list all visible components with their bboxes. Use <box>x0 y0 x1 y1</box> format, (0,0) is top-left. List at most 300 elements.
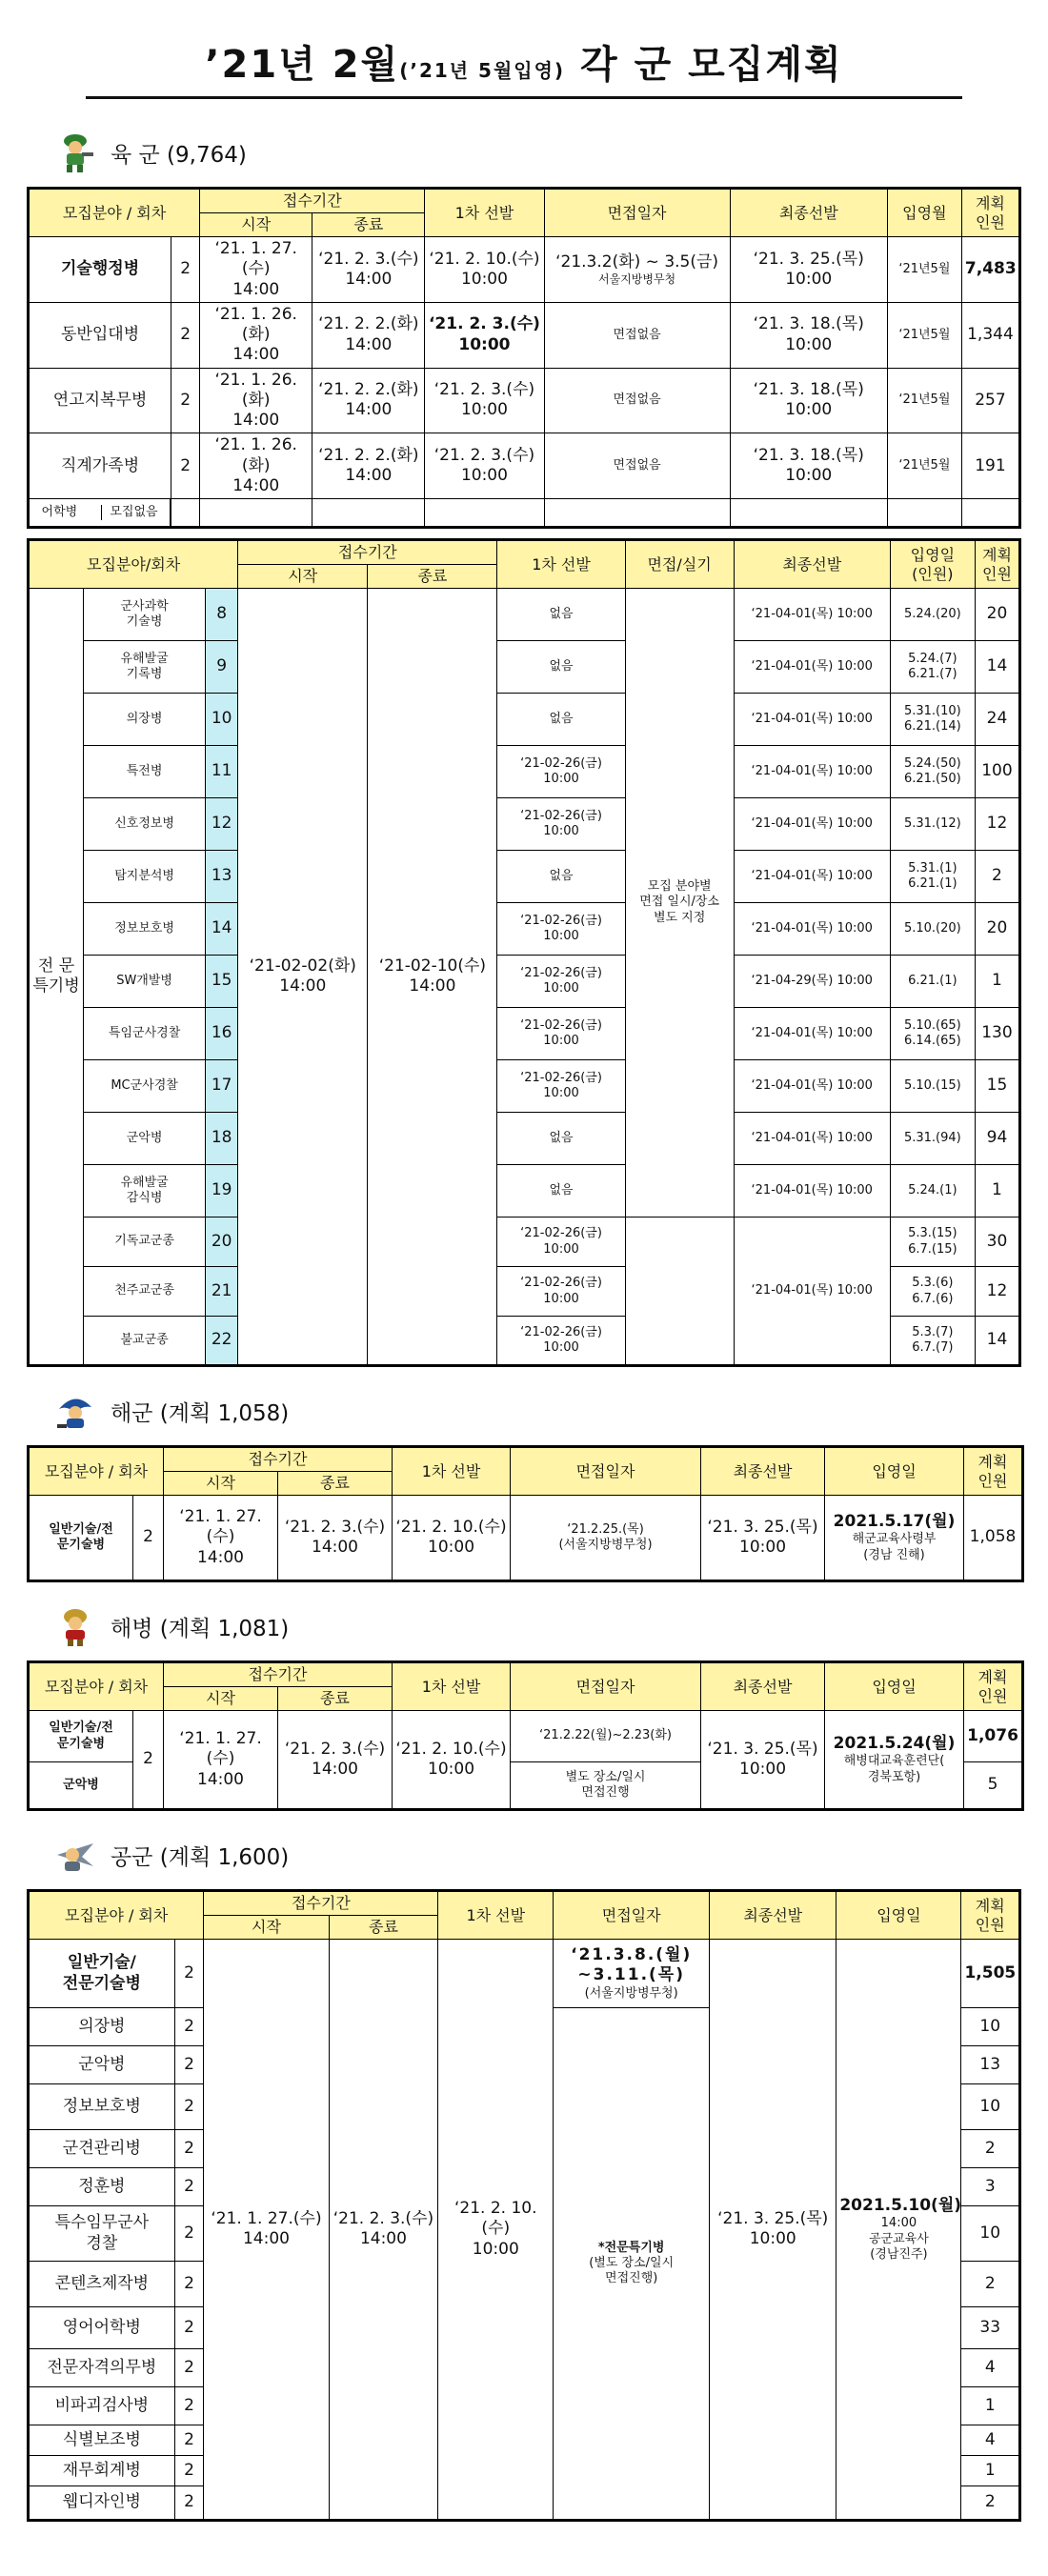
interview-empty <box>625 1218 734 1366</box>
plan-count: 1,058 <box>964 1496 1023 1581</box>
plan-count: 12 <box>975 1267 1019 1317</box>
final-selection: ‘21. 3. 25.(목) 10:00 <box>730 237 887 303</box>
col-period: 접수기간 <box>164 1447 393 1472</box>
plan-count: 1 <box>961 2456 1020 2486</box>
interview-cell <box>554 1940 710 2008</box>
enlist-date: 5.10.(20) <box>890 903 975 956</box>
final-selection: ‘21-04-29(목) 10:00 <box>734 956 890 1008</box>
round: 2 <box>171 433 200 499</box>
col-start: 시작 <box>164 1687 278 1711</box>
enlist-place: 해병대교육훈련단( 경북포항) <box>843 1754 945 1784</box>
enlist-date: 5.3.(6) 6.7.(6) <box>890 1267 975 1317</box>
col-field: 모집분야/회차 <box>29 540 238 589</box>
title-main: ’21년 2월 <box>205 43 400 87</box>
plan-count: 15 <box>975 1060 1019 1113</box>
col-count: 계획 인원 <box>961 189 1019 237</box>
table-row <box>29 1711 1023 1762</box>
field-name: 식별보조병 <box>29 2425 175 2456</box>
first-selection: ‘21-02-26(금) 10:00 <box>497 1060 625 1113</box>
interview-place: 서울지방병무청 <box>598 272 676 286</box>
final-selection: ‘21-04-01(목) 10:00 <box>734 1218 890 1366</box>
field-name: 비파괴검사병 <box>29 2387 175 2425</box>
col-start: 시작 <box>238 565 368 589</box>
plan-count: 13 <box>961 2046 1020 2084</box>
interview-date: ‘21.3.8.(월) ~3.11.(목) <box>571 1945 693 1985</box>
first-selection: ‘21-02-26(금) 10:00 <box>497 956 625 1008</box>
plan-count: 2 <box>961 2130 1020 2168</box>
final-selection: ‘21-04-01(목) 10:00 <box>734 1008 890 1060</box>
field-name: 군사과학 기술병 <box>84 589 206 641</box>
round: 18 <box>206 1113 238 1165</box>
round: 2 <box>174 2130 204 2168</box>
final-selection: ‘21. 3. 18.(목) 10:00 <box>730 368 887 433</box>
col-first: 1차 선발 <box>438 1891 554 1940</box>
group-label: 전 문 특기병 <box>29 589 84 1366</box>
field-name: 군악병 <box>84 1113 206 1165</box>
enlist-date: 2021.5.24(월) <box>833 1734 956 1754</box>
start-date: ‘21. 1. 27.(수) 14:00 <box>204 1940 329 2521</box>
field-name: 불교군종 <box>84 1317 206 1366</box>
enlist-date: 5.3.(7) 6.7.(7) <box>890 1317 975 1366</box>
field-name: 재무회계병 <box>29 2456 175 2486</box>
first-selection: ‘21. 2. 10.(수) 10:00 <box>438 1940 554 2521</box>
round: 2 <box>174 2456 204 2486</box>
plan-count: 20 <box>975 589 1019 641</box>
enlist-date: 5.10.(65) 6.14.(65) <box>890 1008 975 1060</box>
end-date: ‘21. 2. 2.(화) 14:00 <box>312 302 425 368</box>
start-date: ‘21. 1. 27.(수) 14:00 <box>164 1496 278 1581</box>
enlist-month: ‘21년5월 <box>887 433 961 499</box>
airforce-mascot-icon <box>53 1834 97 1876</box>
col-end: 종료 <box>278 1472 393 1496</box>
col-month: 입영월 <box>887 189 961 237</box>
col-end: 종료 <box>368 565 497 589</box>
final-selection: ‘21-04-01(목) 10:00 <box>734 641 890 694</box>
round: 2 <box>174 2084 204 2130</box>
plan-count: 1 <box>975 1165 1019 1218</box>
round: 10 <box>206 694 238 746</box>
field-name: 기술행정병 <box>29 237 171 303</box>
round: 2 <box>174 2168 204 2206</box>
round: 9 <box>206 641 238 694</box>
plan-count: 2 <box>961 2262 1020 2307</box>
field-name: MC군사경찰 <box>84 1060 206 1113</box>
end-date: ‘21. 2. 3.(수) 14:00 <box>278 1496 393 1581</box>
first-selection: ‘21-02-26(금) 10:00 <box>497 1218 625 1267</box>
final-selection: ‘21. 3. 25.(목) 10:00 <box>701 1496 825 1581</box>
start-date: ‘21. 1. 26.(화) 14:00 <box>200 368 312 433</box>
final-selection: ‘21-04-01(목) 10:00 <box>734 589 890 641</box>
first-selection: ‘21-02-26(금) 10:00 <box>497 903 625 956</box>
plan-count: 30 <box>975 1218 1019 1267</box>
final-selection: ‘21. 3. 18.(목) 10:00 <box>730 433 887 499</box>
interview-date: ‘21.2.25.(목) (서울지방병무청) <box>511 1496 701 1581</box>
final-selection: ‘21-04-01(목) 10:00 <box>734 1060 890 1113</box>
title-sub: (’21년 5월입영) <box>399 59 566 82</box>
field-name: 정훈병 <box>29 2168 175 2206</box>
interview-date: 면접없음 <box>544 368 730 433</box>
field-name: 신호정보병 <box>84 798 206 851</box>
lang-note: 모집없음 <box>101 505 157 520</box>
table-row <box>29 1496 1023 1581</box>
army-special-table <box>27 538 1021 1367</box>
table-row <box>29 694 1020 746</box>
first-selection: ‘21. 2. 10.(수) 10:00 <box>393 1496 511 1581</box>
start-date: ‘21. 1. 26.(화) 14:00 <box>200 302 312 368</box>
col-period: 접수기간 <box>200 189 425 213</box>
first-selection: ‘21. 2. 3.(수) 10:00 <box>425 433 544 499</box>
interview-special: *전문특기병 <box>597 2240 665 2255</box>
round: 16 <box>206 1008 238 1060</box>
start-date: ‘21. 1. 27.(수) 14:00 <box>200 237 312 303</box>
marine-table <box>27 1660 1024 1811</box>
first-selection: ‘21-02-26(금) 10:00 <box>497 1317 625 1366</box>
table-row <box>29 589 1020 641</box>
col-interview: 면접일자 <box>544 189 730 237</box>
enlist-date: 5.24.(7) 6.21.(7) <box>890 641 975 694</box>
col-field: 모집분야 / 회차 <box>29 1447 164 1496</box>
plan-count: 257 <box>961 368 1019 433</box>
col-final: 최종선발 <box>701 1662 825 1711</box>
final-selection: ‘21-04-01(목) 10:00 <box>734 851 890 903</box>
enlist-date: 6.21.(1) <box>890 956 975 1008</box>
interview-note: 모집 분야별 면접 일시/장소 별도 지정 <box>625 589 734 1218</box>
field-name: 콘텐츠제작병 <box>29 2262 175 2307</box>
field-name: 특임군사경찰 <box>84 1008 206 1060</box>
enlist-date: 5.24.(20) <box>890 589 975 641</box>
interview-date: ‘21.2.22(월)~2.23(화) <box>511 1711 701 1762</box>
navy-section-header <box>53 1390 1021 1432</box>
plan-count: 14 <box>975 641 1019 694</box>
army-label: 육 군 (9,764) <box>111 142 247 168</box>
table-row <box>29 237 1020 303</box>
col-final: 최종선발 <box>710 1891 836 1940</box>
end-date: ‘21. 2. 2.(화) 14:00 <box>312 433 425 499</box>
first-selection: ‘21-02-26(금) 10:00 <box>497 1008 625 1060</box>
col-interview: 면접일자 <box>511 1447 701 1496</box>
lang-cell <box>30 499 171 526</box>
final-selection: ‘21. 3. 18.(목) 10:00 <box>730 302 887 368</box>
col-period: 접수기간 <box>164 1662 393 1687</box>
plan-count: 4 <box>961 2425 1020 2456</box>
round: 2 <box>171 368 200 433</box>
first-selection: ‘21-02-26(금) 10:00 <box>497 746 625 798</box>
navy-table <box>27 1445 1024 1582</box>
field-name: 동반입대병 <box>29 302 171 368</box>
field-name: 군악병 <box>29 1762 133 1810</box>
plan-count: 1,344 <box>961 302 1019 368</box>
plan-count: 94 <box>975 1113 1019 1165</box>
table-row <box>29 1113 1020 1165</box>
enlist-date: 5.24.(50) 6.21.(50) <box>890 746 975 798</box>
round: 21 <box>206 1267 238 1317</box>
table-row <box>29 956 1020 1008</box>
round: 2 <box>174 2486 204 2521</box>
plan-count: 1,076 <box>964 1711 1023 1762</box>
navy-label: 해군 (계획 1,058) <box>111 1400 290 1426</box>
col-interview: 면접/실기 <box>625 540 734 589</box>
round: 22 <box>206 1317 238 1366</box>
table-row <box>29 1165 1020 1218</box>
col-count: 계획 인원 <box>964 1662 1023 1711</box>
round: 12 <box>206 798 238 851</box>
field-name: 직계가족병 <box>29 433 171 499</box>
plan-count: 33 <box>961 2307 1020 2349</box>
enlist-month: ‘21년5월 <box>887 368 961 433</box>
field-name: 특전병 <box>84 746 206 798</box>
airforce-label: 공군 (계획 1,600) <box>111 1844 290 1870</box>
col-field: 모집분야 / 회차 <box>29 1891 204 1940</box>
interview-note: 별도 장소/일시 면접진행 <box>511 1762 701 1810</box>
field-name: 기독교군종 <box>84 1218 206 1267</box>
plan-count: 3 <box>961 2168 1020 2206</box>
table-row <box>29 433 1020 499</box>
round: 2 <box>171 237 200 303</box>
round: 2 <box>174 2307 204 2349</box>
first-selection: 없음 <box>497 641 625 694</box>
final-selection: ‘21-04-01(목) 10:00 <box>734 798 890 851</box>
col-date: 입영일 <box>836 1891 961 1940</box>
round: 2 <box>174 2046 204 2084</box>
field-name: 군견관리병 <box>29 2130 175 2168</box>
col-date: 입영일 (인원) <box>890 540 975 589</box>
final-selection: ‘21. 3. 25.(목) 10:00 <box>701 1711 825 1810</box>
first-selection: ‘21. 2. 3.(수) 10:00 <box>425 368 544 433</box>
first-selection: ‘21. 2. 3.(수) 10:00 <box>425 302 544 368</box>
plan-count: 1 <box>975 956 1019 1008</box>
col-count: 계획 인원 <box>975 540 1019 589</box>
field-name: 탐지분석병 <box>84 851 206 903</box>
plan-count: 12 <box>975 798 1019 851</box>
enlist-date: 5.31.(12) <box>890 798 975 851</box>
first-selection: 없음 <box>497 1165 625 1218</box>
field-name: 군악병 <box>29 2046 175 2084</box>
title-underline <box>86 96 962 99</box>
col-first: 1차 선발 <box>393 1447 511 1496</box>
field-name: 정보보호병 <box>84 903 206 956</box>
plan-count: 24 <box>975 694 1019 746</box>
table-row <box>29 368 1020 433</box>
first-selection: 없음 <box>497 589 625 641</box>
field-name: 유해발굴 감식병 <box>84 1165 206 1218</box>
col-end: 종료 <box>329 1916 438 1940</box>
plan-count: 20 <box>975 903 1019 956</box>
enlist-month: ‘21년5월 <box>887 237 961 303</box>
col-final: 최종선발 <box>730 189 887 237</box>
table-row <box>29 641 1020 694</box>
enlist-date: 5.3.(15) 6.7.(15) <box>890 1218 975 1267</box>
interview-date: 면접없음 <box>544 302 730 368</box>
field-name: 연고지복무병 <box>29 368 171 433</box>
col-first: 1차 선발 <box>393 1662 511 1711</box>
table-row <box>29 798 1020 851</box>
round: 2 <box>133 1496 164 1581</box>
col-start: 시작 <box>204 1916 329 1940</box>
first-selection: ‘21-02-26(금) 10:00 <box>497 1267 625 1317</box>
enlist-date: 5.31.(10) 6.21.(14) <box>890 694 975 746</box>
round: 2 <box>133 1711 164 1810</box>
round: 20 <box>206 1218 238 1267</box>
field-name: 웹디자인병 <box>29 2486 175 2521</box>
interview-special-cell <box>554 2008 710 2521</box>
enlist-date: 5.10.(15) <box>890 1060 975 1113</box>
enlist-date: 2021.5.10(월) <box>839 2196 962 2215</box>
plan-count: 100 <box>975 746 1019 798</box>
round: 11 <box>206 746 238 798</box>
table-row <box>29 499 1020 528</box>
start-date: ‘21. 1. 26.(화) 14:00 <box>200 433 312 499</box>
table-row <box>29 1940 1020 2008</box>
table-row <box>29 1008 1020 1060</box>
plan-count: 1,505 <box>961 1940 1020 2008</box>
table-row <box>29 1218 1020 1267</box>
airforce-table <box>27 1889 1021 2522</box>
interview-date: ‘21.3.2(화) ~ 3.5(금) <box>555 252 719 272</box>
marine-mascot-icon <box>53 1605 97 1647</box>
marine-label: 해병 (계획 1,081) <box>111 1616 290 1641</box>
col-end: 종료 <box>312 213 425 237</box>
col-final: 최종선발 <box>734 540 890 589</box>
start-date: ‘21. 1. 27.(수) 14:00 <box>164 1711 278 1810</box>
page-title-block <box>27 27 1021 99</box>
navy-mascot-icon <box>53 1390 97 1432</box>
end-date: ‘21. 2. 3.(수) 14:00 <box>329 1940 438 2521</box>
field-name: 의장병 <box>84 694 206 746</box>
final-selection: ‘21-04-01(목) 10:00 <box>734 1165 890 1218</box>
end-date: ‘21-02-10(수) 14:00 <box>368 589 497 1366</box>
col-field: 모집분야 / 회차 <box>29 1662 164 1711</box>
enlist-place: 해군교육사령부 (경남 진해) <box>852 1532 937 1562</box>
marine-section-header <box>53 1605 1021 1647</box>
col-interview: 면접일자 <box>511 1662 701 1711</box>
enlist-cell <box>825 1496 964 1581</box>
first-selection: 없음 <box>497 694 625 746</box>
field-name: 일반기술/ 전문기술병 <box>29 1940 175 2008</box>
table-row <box>29 302 1020 368</box>
interview-cell <box>544 237 730 303</box>
table-row <box>29 903 1020 956</box>
plan-count: 10 <box>961 2084 1020 2130</box>
round: 2 <box>171 302 200 368</box>
round: 8 <box>206 589 238 641</box>
title-tail: 각 군 모집계획 <box>565 43 843 87</box>
round: 2 <box>174 2206 204 2262</box>
first-selection: ‘21. 2. 10.(수) 10:00 <box>393 1711 511 1810</box>
col-count: 계획 인원 <box>961 1891 1020 1940</box>
plan-count: 10 <box>961 2008 1020 2046</box>
final-selection: ‘21-04-01(목) 10:00 <box>734 1113 890 1165</box>
enlist-cell <box>836 1940 961 2521</box>
field-name: SW개발병 <box>84 956 206 1008</box>
plan-count: 191 <box>961 433 1019 499</box>
field-name: 일반기술/전 문기술병 <box>29 1711 133 1762</box>
interview-special-note: (별도 장소/일시 면접진행) <box>589 2255 675 2286</box>
first-selection: ‘21-02-26(금) 10:00 <box>497 798 625 851</box>
field-name: 유해발굴 기록병 <box>84 641 206 694</box>
round: 2 <box>174 1940 204 2008</box>
col-end: 종료 <box>278 1687 393 1711</box>
col-date: 입영일 <box>825 1662 964 1711</box>
enlist-date: 5.31.(94) <box>890 1113 975 1165</box>
col-start: 시작 <box>200 213 312 237</box>
round: 2 <box>174 2349 204 2387</box>
airforce-section-header <box>53 1834 1021 1876</box>
round: 17 <box>206 1060 238 1113</box>
plan-count: 1 <box>961 2387 1020 2425</box>
col-first: 1차 선발 <box>497 540 625 589</box>
col-count: 계획 인원 <box>964 1447 1023 1496</box>
plan-count: 10 <box>961 2206 1020 2262</box>
round: 15 <box>206 956 238 1008</box>
col-period: 접수기간 <box>238 540 497 565</box>
table-row <box>29 851 1020 903</box>
end-date: ‘21. 2. 3.(수) 14:00 <box>312 237 425 303</box>
table-row <box>29 746 1020 798</box>
field-name: 정보보호병 <box>29 2084 175 2130</box>
col-period: 접수기간 <box>204 1891 438 1916</box>
plan-count: 14 <box>975 1317 1019 1366</box>
page-title <box>176 27 871 96</box>
col-start: 시작 <box>164 1472 278 1496</box>
end-date: ‘21. 2. 2.(화) 14:00 <box>312 368 425 433</box>
end-date: ‘21. 2. 3.(수) 14:00 <box>278 1711 393 1810</box>
army-section-header <box>53 131 1021 173</box>
field-name: 전문자격의무병 <box>29 2349 175 2387</box>
table-row <box>29 1060 1020 1113</box>
field-name: 일반기술/전 문기술병 <box>29 1496 133 1581</box>
enlist-cell <box>825 1711 964 1810</box>
field-name: 천주교군종 <box>84 1267 206 1317</box>
field-name: 의장병 <box>29 2008 175 2046</box>
round: 2 <box>174 2425 204 2456</box>
round: 14 <box>206 903 238 956</box>
round: 2 <box>174 2008 204 2046</box>
final-selection: ‘21-04-01(목) 10:00 <box>734 746 890 798</box>
final-selection: ‘21. 3. 25.(목) 10:00 <box>710 1940 836 2521</box>
col-field: 모집분야 / 회차 <box>29 189 200 237</box>
col-interview: 면접일자 <box>554 1891 710 1940</box>
plan-count: 4 <box>961 2349 1020 2387</box>
enlist-date: 2021.5.17(월) <box>833 1512 956 1532</box>
plan-count: 7,483 <box>961 237 1019 303</box>
final-selection: ‘21-04-01(목) 10:00 <box>734 903 890 956</box>
col-final: 최종선발 <box>701 1447 825 1496</box>
enlist-month: ‘21년5월 <box>887 302 961 368</box>
field-name: 영어어학병 <box>29 2307 175 2349</box>
army-general-table <box>27 187 1021 529</box>
enlist-place: 14:00 공군교육사 (경남진주) <box>869 2216 929 2262</box>
col-date: 입영일 <box>825 1447 964 1496</box>
interview-place: (서울지방병무청) <box>584 1985 678 2001</box>
army-mascot-icon <box>53 131 97 173</box>
round: 2 <box>174 2262 204 2307</box>
interview-date: 면접없음 <box>544 433 730 499</box>
enlist-date: 5.24.(1) <box>890 1165 975 1218</box>
first-selection: 없음 <box>497 851 625 903</box>
plan-count: 2 <box>961 2486 1020 2521</box>
plan-count: 2 <box>975 851 1019 903</box>
round: 19 <box>206 1165 238 1218</box>
final-selection: ‘21-04-01(목) 10:00 <box>734 694 890 746</box>
first-selection: 없음 <box>497 1113 625 1165</box>
plan-count: 130 <box>975 1008 1019 1060</box>
first-selection: ‘21. 2. 10.(수) 10:00 <box>425 237 544 303</box>
enlist-date: 5.31.(1) 6.21.(1) <box>890 851 975 903</box>
round: 13 <box>206 851 238 903</box>
start-date: ‘21-02-02(화) 14:00 <box>238 589 368 1366</box>
lang-name: 어학병 <box>41 504 78 519</box>
round: 2 <box>174 2387 204 2425</box>
